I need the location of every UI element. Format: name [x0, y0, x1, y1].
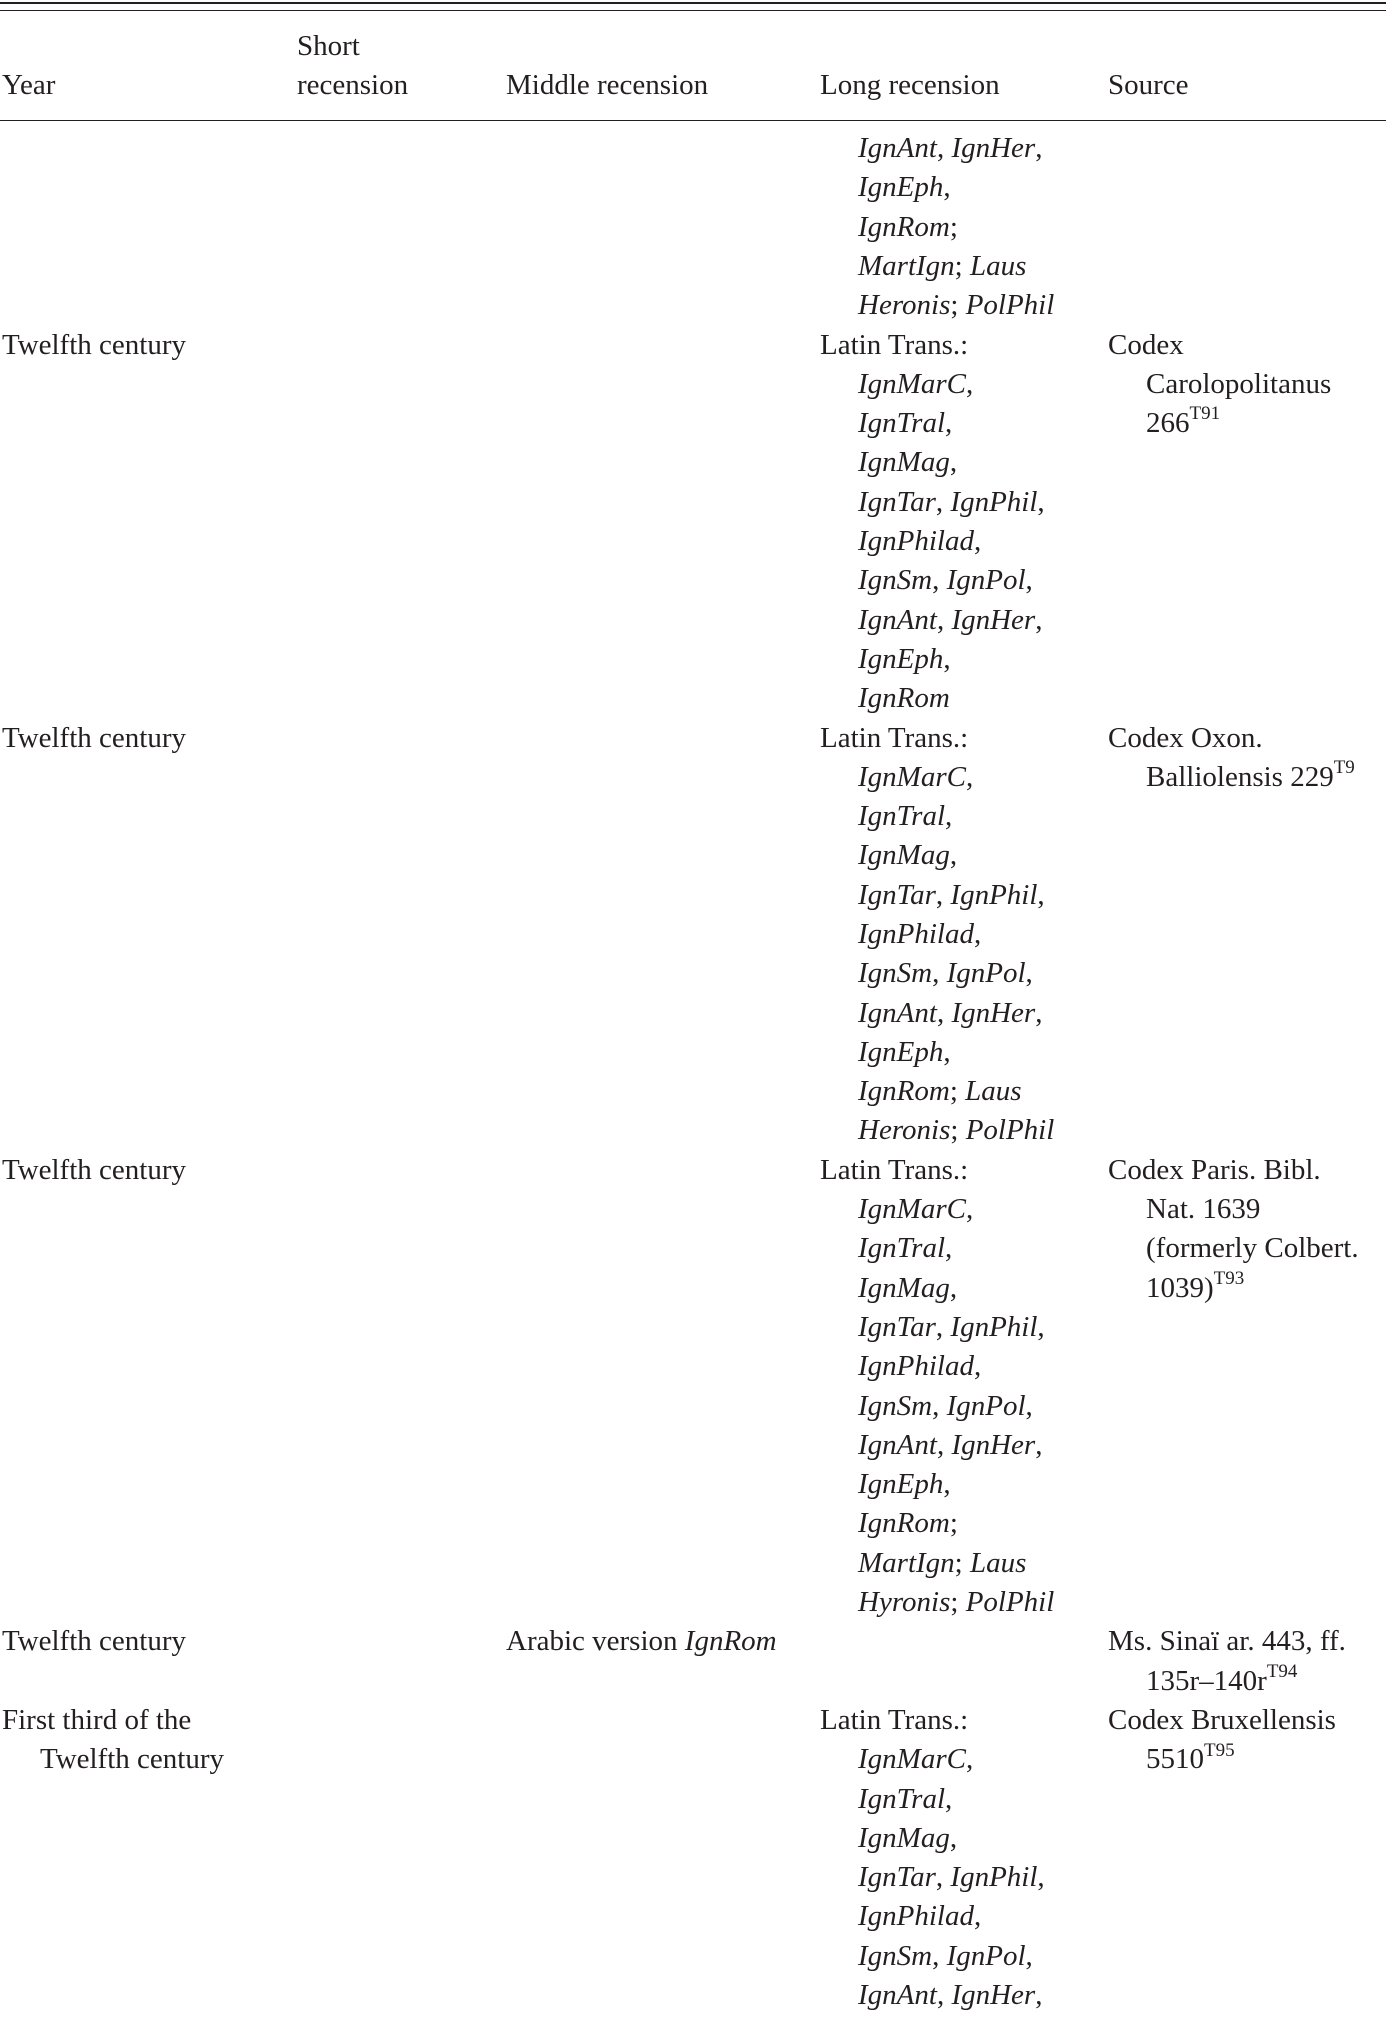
- work-abbreviation: IgnMag: [858, 1821, 950, 1854]
- punctuation: ,: [1035, 1979, 1043, 2012]
- source-text: Codex Bruxellensis: [1108, 1704, 1336, 1736]
- source-line: [1108, 1190, 1359, 1229]
- middle-recension-title: IgnRom: [684, 1625, 777, 1658]
- source-text: Balliolensis 229: [1146, 760, 1334, 793]
- work-abbreviation: IgnPhilad: [858, 524, 974, 557]
- source-cell: [1108, 326, 1331, 444]
- work-abbreviation: IgnMarC: [858, 367, 966, 400]
- punctuation: ;: [954, 1546, 970, 1579]
- work-abbreviation: IgnTral: [858, 800, 946, 833]
- source-cell: [1108, 1151, 1359, 1308]
- punctuation: ,: [936, 1979, 952, 2012]
- table-top-rule-inner: [0, 10, 1386, 11]
- punctuation: ,: [945, 407, 953, 440]
- punctuation: ,: [936, 132, 952, 164]
- year-cell: [2, 326, 186, 365]
- work-abbreviation: IgnPol: [946, 957, 1026, 990]
- header-middle-recension: Middle recension: [506, 69, 709, 101]
- work-abbreviation: IgnPol: [946, 1939, 1026, 1972]
- work-abbreviation: MartIgn: [858, 249, 955, 282]
- long-recension-line: [820, 1072, 1054, 1111]
- year-cell: [2, 1701, 224, 1780]
- work-abbreviation: IgnTral: [858, 407, 946, 440]
- long-recension-line: [820, 719, 1054, 758]
- long-recension-cell: [820, 1701, 1045, 2015]
- source-line: [1108, 758, 1355, 797]
- header-source: Source: [1108, 69, 1189, 101]
- source-line: [1108, 1622, 1346, 1661]
- punctuation: ,: [974, 524, 982, 557]
- long-recension-line: [820, 522, 1045, 561]
- long-recension-line: [820, 483, 1045, 522]
- source-footnote-marker: T91: [1189, 403, 1221, 425]
- punctuation: ,: [936, 603, 952, 636]
- source-line: [1108, 365, 1331, 404]
- work-abbreviation: IgnAnt: [858, 603, 937, 636]
- long-recension-line: [820, 365, 1045, 404]
- year-line: Twelfth century: [40, 1743, 224, 1776]
- long-recension-line: [820, 836, 1054, 875]
- header-short-line2: recension: [297, 69, 409, 101]
- work-abbreviation: IgnTar: [858, 485, 936, 518]
- work-abbreviation: IgnHer: [951, 1428, 1036, 1461]
- work-abbreviation: Laus: [969, 1546, 1027, 1579]
- long-recension-line: [820, 1544, 1054, 1583]
- punctuation: ,: [935, 485, 951, 518]
- year-cell: [2, 1151, 186, 1190]
- punctuation: Latin Trans.:: [820, 721, 969, 754]
- punctuation: ,: [974, 917, 982, 950]
- work-abbreviation: IgnSm: [858, 1389, 933, 1422]
- long-recension-line: [820, 1701, 1045, 1740]
- work-abbreviation: Hyronis: [858, 1586, 951, 1619]
- punctuation: ,: [949, 1271, 958, 1304]
- long-recension-line: [820, 1347, 1054, 1386]
- work-abbreviation: IgnHer: [951, 1979, 1036, 2012]
- punctuation: ,: [1035, 603, 1043, 636]
- punctuation: ;: [950, 1586, 966, 1619]
- work-abbreviation: Heronis: [858, 1114, 951, 1147]
- header-short-recension: [297, 27, 408, 105]
- long-recension-line: [820, 994, 1054, 1033]
- punctuation: ,: [1037, 1310, 1045, 1343]
- source-text: Ms. Sinaï ar. 443, ff.: [1108, 1625, 1346, 1658]
- source-line: [1108, 326, 1331, 365]
- work-abbreviation: IgnRom: [858, 210, 950, 243]
- work-abbreviation: Laus: [965, 1075, 1022, 1108]
- source-line: [1108, 1269, 1359, 1308]
- punctuation: ,: [936, 1428, 952, 1461]
- year-line: Twelfth century: [2, 1625, 186, 1658]
- work-abbreviation: IgnPhil: [950, 1310, 1038, 1343]
- work-abbreviation: IgnHer: [951, 132, 1036, 164]
- year-line: Twelfth century: [2, 328, 186, 361]
- work-abbreviation: IgnSm: [858, 1939, 933, 1972]
- punctuation: ,: [1037, 1861, 1045, 1894]
- work-abbreviation: IgnAnt: [858, 132, 937, 164]
- punctuation: ,: [965, 1743, 974, 1776]
- header-short-line1: Short: [297, 30, 360, 62]
- punctuation: ,: [932, 1939, 947, 1972]
- punctuation: ,: [965, 367, 974, 400]
- source-text: (formerly Colbert.: [1146, 1232, 1359, 1265]
- punctuation: ;: [950, 1114, 966, 1147]
- source-text: Codex Paris. Bibl.: [1108, 1153, 1321, 1186]
- long-recension-line: [820, 640, 1045, 679]
- middle-recension-line: [506, 1622, 777, 1661]
- punctuation: ,: [945, 800, 953, 833]
- header-year: Year: [2, 69, 56, 101]
- punctuation: ,: [949, 446, 958, 479]
- source-text: Carolopolitanus: [1146, 367, 1332, 400]
- work-abbreviation: IgnTar: [858, 1310, 936, 1343]
- punctuation: ;: [949, 210, 958, 243]
- long-recension-line: [820, 601, 1045, 640]
- work-abbreviation: IgnMarC: [858, 1193, 966, 1226]
- work-abbreviation: IgnMag: [858, 446, 950, 479]
- work-abbreviation: IgnAnt: [858, 1428, 937, 1461]
- table-top-rule: [0, 2, 1386, 4]
- punctuation: ,: [974, 1900, 982, 1933]
- punctuation: ,: [943, 642, 951, 675]
- punctuation: ,: [965, 760, 974, 793]
- work-abbreviation: PolPhil: [965, 1114, 1055, 1147]
- long-recension-line: [820, 443, 1045, 482]
- punctuation: Latin Trans.:: [820, 328, 969, 361]
- punctuation: ,: [1035, 132, 1043, 164]
- punctuation: ;: [949, 1507, 958, 1540]
- long-recension-line: [820, 1190, 1054, 1229]
- punctuation: ,: [974, 1350, 982, 1383]
- work-abbreviation: IgnPhilad: [858, 1900, 974, 1933]
- punctuation: ,: [945, 1782, 953, 1815]
- work-abbreviation: IgnEph: [858, 1035, 944, 1068]
- long-recension-line: [820, 1976, 1045, 2015]
- source-footnote-marker: T9: [1333, 757, 1355, 779]
- punctuation: ,: [945, 1232, 953, 1265]
- source-line: [1108, 1151, 1359, 1190]
- work-abbreviation: IgnTar: [858, 878, 936, 911]
- long-recension-line: [820, 1740, 1045, 1779]
- long-recension-line: [820, 1229, 1054, 1268]
- punctuation: ;: [949, 1075, 966, 1108]
- punctuation: ,: [943, 171, 951, 204]
- long-recension-line: [820, 1819, 1045, 1858]
- work-abbreviation: IgnRom: [858, 682, 950, 715]
- punctuation: ,: [1037, 485, 1045, 518]
- work-abbreviation: Laus: [969, 249, 1027, 282]
- work-abbreviation: IgnHer: [951, 996, 1036, 1029]
- year-line: Twelfth century: [2, 721, 186, 754]
- punctuation: ,: [1025, 1939, 1033, 1972]
- long-recension-line: [820, 326, 1045, 365]
- work-abbreviation: IgnMarC: [858, 760, 966, 793]
- long-recension-line: [820, 1308, 1054, 1347]
- punctuation: ,: [1025, 957, 1033, 990]
- work-abbreviation: IgnTar: [858, 1861, 936, 1894]
- source-text: Nat. 1639: [1146, 1193, 1261, 1226]
- long-recension-line: [820, 1387, 1054, 1426]
- source-text: 1039): [1146, 1271, 1214, 1304]
- long-recension-line: [820, 1426, 1054, 1465]
- source-footnote-marker: T94: [1266, 1661, 1298, 1683]
- punctuation: ,: [935, 1861, 951, 1894]
- middle-recension-cell: [506, 1622, 777, 1661]
- long-recension-cell: [820, 326, 1045, 719]
- punctuation: ,: [965, 1193, 974, 1226]
- long-recension-line: [820, 1465, 1054, 1504]
- source-line: [1108, 1740, 1336, 1779]
- long-recension-line: [820, 758, 1054, 797]
- work-abbreviation: IgnMag: [858, 1271, 950, 1304]
- work-abbreviation: MartIgn: [858, 1546, 955, 1579]
- punctuation: ,: [932, 564, 947, 597]
- long-recension-line: [820, 1897, 1045, 1936]
- work-abbreviation: PolPhil: [965, 1586, 1055, 1619]
- middle-recension-text: Arabic version: [506, 1625, 685, 1658]
- work-abbreviation: IgnEph: [858, 171, 944, 204]
- source-text: 135r–140r: [1146, 1664, 1267, 1697]
- punctuation: ,: [1035, 1428, 1043, 1461]
- punctuation: ,: [1037, 878, 1045, 911]
- punctuation: ,: [935, 878, 951, 911]
- punctuation: ,: [949, 839, 958, 872]
- punctuation: ,: [935, 1310, 951, 1343]
- work-abbreviation: IgnMag: [858, 839, 950, 872]
- source-cell: [1108, 1701, 1336, 1780]
- punctuation: ,: [932, 1389, 947, 1422]
- punctuation: ,: [1025, 564, 1033, 597]
- long-recension-line: [820, 208, 1054, 247]
- long-recension-cell: [820, 129, 1054, 325]
- source-cell: [1108, 719, 1355, 798]
- work-abbreviation: IgnRom: [858, 1075, 950, 1108]
- source-footnote-marker: T95: [1204, 1739, 1235, 1761]
- work-abbreviation: IgnPol: [946, 1389, 1026, 1422]
- year-line: Twelfth century: [2, 1153, 186, 1186]
- work-abbreviation: IgnRom: [858, 1507, 950, 1540]
- source-footnote-marker: T93: [1213, 1268, 1245, 1290]
- work-abbreviation: IgnAnt: [858, 1979, 937, 2012]
- source-line: [1108, 1662, 1346, 1701]
- header-long-recension: Long recension: [820, 69, 1000, 101]
- source-text: 5510: [1146, 1743, 1204, 1776]
- long-recension-line: [820, 286, 1054, 325]
- work-abbreviation: IgnPhil: [950, 485, 1038, 518]
- punctuation: Latin Trans.:: [820, 1704, 969, 1736]
- long-recension-line: [820, 129, 1054, 168]
- punctuation: ,: [943, 1468, 951, 1501]
- work-abbreviation: IgnAnt: [858, 996, 937, 1029]
- punctuation: ,: [1025, 1389, 1033, 1422]
- work-abbreviation: IgnPhilad: [858, 917, 974, 950]
- source-text: Codex: [1108, 328, 1184, 361]
- long-recension-line: [820, 1033, 1054, 1072]
- punctuation: ;: [954, 249, 970, 282]
- year-cell: [2, 1622, 186, 1661]
- punctuation: Latin Trans.:: [820, 1153, 969, 1186]
- punctuation: ,: [932, 957, 947, 990]
- long-recension-cell: [820, 1151, 1054, 1623]
- long-recension-line: [820, 1111, 1054, 1150]
- long-recension-line: [820, 561, 1045, 600]
- source-line: [1108, 719, 1355, 758]
- work-abbreviation: Heronis: [858, 289, 951, 322]
- year-cell: [2, 719, 186, 758]
- long-recension-line: [820, 954, 1054, 993]
- long-recension-line: [820, 876, 1054, 915]
- long-recension-line: [820, 1937, 1045, 1976]
- header-rule: [0, 120, 1386, 121]
- long-recension-line: [820, 915, 1054, 954]
- work-abbreviation: IgnPhilad: [858, 1350, 974, 1383]
- work-abbreviation: IgnHer: [951, 603, 1036, 636]
- long-recension-line: [820, 247, 1054, 286]
- work-abbreviation: IgnTral: [858, 1232, 946, 1265]
- long-recension-line: [820, 1504, 1054, 1543]
- long-recension-line: [820, 1583, 1054, 1622]
- source-text: 266: [1146, 407, 1190, 440]
- long-recension-line: [820, 679, 1045, 718]
- source-text: Codex Oxon.: [1108, 721, 1263, 754]
- work-abbreviation: IgnTral: [858, 1782, 946, 1815]
- punctuation: ;: [950, 289, 966, 322]
- long-recension-line: [820, 404, 1045, 443]
- work-abbreviation: IgnSm: [858, 564, 933, 597]
- long-recension-line: [820, 1151, 1054, 1190]
- long-recension-line: [820, 1269, 1054, 1308]
- long-recension-line: [820, 1858, 1045, 1897]
- long-recension-line: [820, 797, 1054, 836]
- long-recension-cell: [820, 719, 1054, 1151]
- year-line: First third of the: [2, 1704, 192, 1736]
- work-abbreviation: IgnPhil: [950, 1861, 1038, 1894]
- work-abbreviation: IgnEph: [858, 642, 944, 675]
- work-abbreviation: IgnMarC: [858, 1743, 966, 1776]
- work-abbreviation: IgnEph: [858, 1468, 944, 1501]
- work-abbreviation: IgnPhil: [950, 878, 1038, 911]
- long-recension-line: [820, 1780, 1045, 1819]
- source-line: [1108, 1701, 1336, 1740]
- punctuation: ,: [943, 1035, 951, 1068]
- punctuation: ,: [949, 1821, 958, 1854]
- punctuation: ,: [1035, 996, 1043, 1029]
- punctuation: ,: [936, 996, 952, 1029]
- source-cell: [1108, 1622, 1346, 1701]
- source-line: [1108, 1229, 1359, 1268]
- work-abbreviation: IgnPol: [946, 564, 1026, 597]
- long-recension-line: [820, 168, 1054, 207]
- source-line: [1108, 404, 1331, 443]
- work-abbreviation: PolPhil: [965, 289, 1055, 322]
- work-abbreviation: IgnSm: [858, 957, 933, 990]
